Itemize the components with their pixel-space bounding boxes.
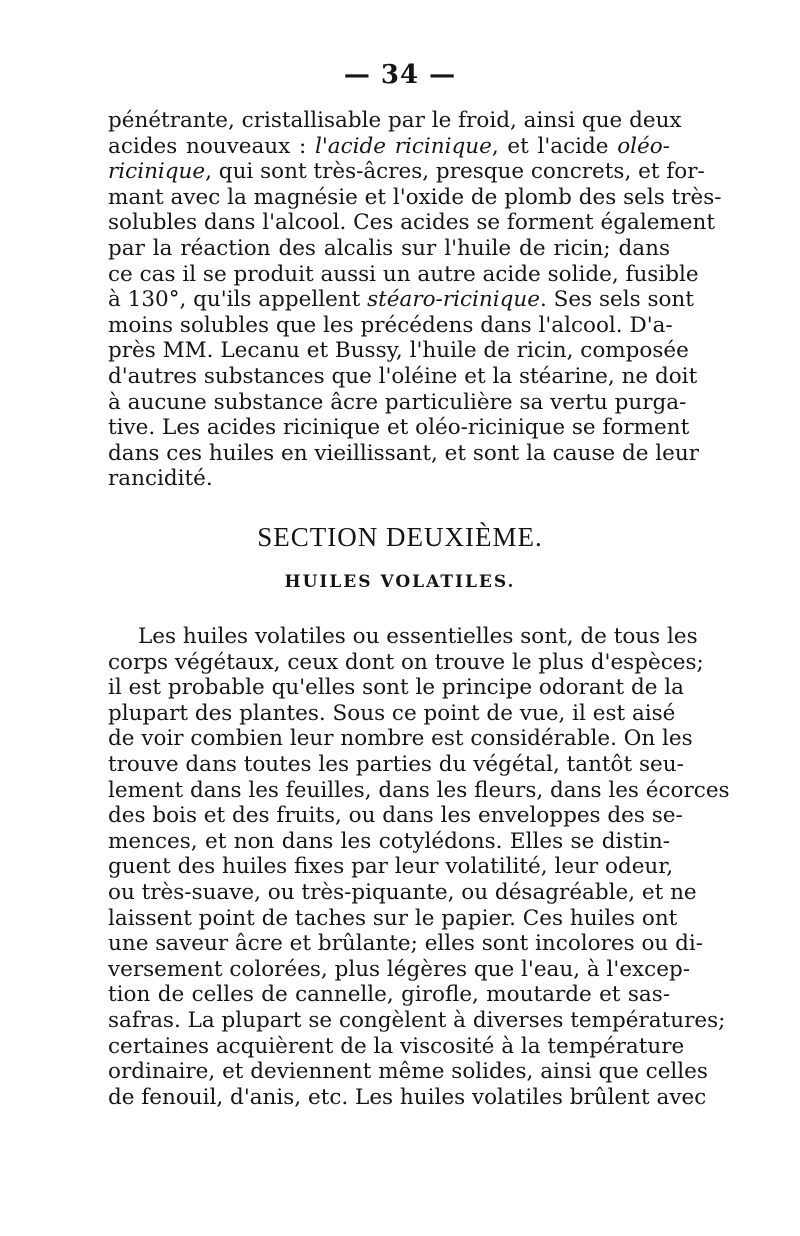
text-line: des bois et des fruits, ou dans les enveloppes des se- <box>108 803 683 829</box>
text-line: d'autres substances que l'oléine et la stéarine, ne doit <box>108 363 698 389</box>
text-line: à aucune substance âcre particulière sa vertu purga- <box>108 389 687 415</box>
text-line: certaines acquièrent de la viscosité à la température <box>108 1033 685 1059</box>
text-line: par la réaction des alcalis sur l'huile de ricin; dans <box>108 235 670 261</box>
text-line: acides nouveaux : l'acide ricinique, et l'acide oléo- <box>108 133 670 159</box>
text-line: trouve dans toutes les parties du végétal, tantôt seu- <box>108 751 684 777</box>
text-line: il est probable qu'elles sont le principe odorant de la <box>108 675 684 701</box>
text-line: Les huiles volatiles ou essentielles sont, de tous les <box>138 624 698 649</box>
text-line: tive. Les acides ricinique et oléo-ricinique se forment <box>108 415 690 441</box>
text-line: ordinaire, et deviennent même solides, ainsi que celles <box>108 1059 708 1085</box>
text-line: safras. La plupart se congèlent à diverses températures; <box>108 1007 726 1033</box>
text-line: à 130°, qu'ils appellent stéaro-ricinique. Ses sels sont <box>108 287 694 313</box>
text-line: tion de celles de cannelle, girofle, moutarde et sas- <box>108 982 670 1008</box>
text-line: mences, et non dans les cotylédons. Elles se distin- <box>108 828 670 854</box>
text-line: lement dans les feuilles, dans les fleurs, dans les écorces <box>108 777 730 803</box>
text-line: près MM. Lecanu et Bussy, l'huile de ricin, composée <box>108 338 689 364</box>
text-line: dans ces huiles en vieillissant, et sont la cause de leur <box>108 440 700 466</box>
text-line: ce cas il se produit aussi un autre acide solide, fusible <box>108 261 699 287</box>
text-line: ricinique, qui sont très-âcres, presque concrets, et for- <box>108 159 705 185</box>
page-number: — 34 — <box>343 60 457 90</box>
text-line: versement colorées, plus légères que l'eau, à l'excep- <box>108 956 690 982</box>
text-line: plupart des plantes. Sous ce point de vue, il est aisé <box>108 700 676 726</box>
paragraph-volatile-oils <box>108 624 730 1110</box>
text-line: de voir combien leur nombre est considérable. On les <box>108 726 693 752</box>
text-line: corps végétaux, ceux dont on trouve le plus d'espèces; <box>108 649 704 675</box>
text-line: rancidité. <box>108 466 213 492</box>
text-line: de fenouil, d'anis, etc. Les huiles volatiles brûlent avec <box>108 1084 707 1110</box>
paragraph-ricin-acids <box>108 108 722 492</box>
text-line: solubles dans l'alcool. Ces acides se forment également <box>108 210 716 236</box>
text-line: pénétrante, cristallisable par le froid, ainsi que deux <box>108 108 682 133</box>
text-line: moins solubles que les précédens dans l'alcool. D'a- <box>108 312 673 338</box>
text-line: mant avec la magnésie et l'oxide de plomb des sels très- <box>108 184 722 210</box>
text-line: guent des huiles fixes par leur volatilité, leur odeur, <box>108 854 674 880</box>
section-heading: SECTION DEUXIÈME. <box>257 522 543 552</box>
text-line: laissent point de taches sur le papier. Ces huiles ont <box>108 905 678 931</box>
text-line: une saveur âcre et brûlante; elles sont incolores ou di- <box>108 931 703 957</box>
text-line: ou très-suave, ou très-piquante, ou désagréable, et ne <box>108 879 697 905</box>
sub-heading: HUILES VOLATILES. <box>284 572 516 592</box>
